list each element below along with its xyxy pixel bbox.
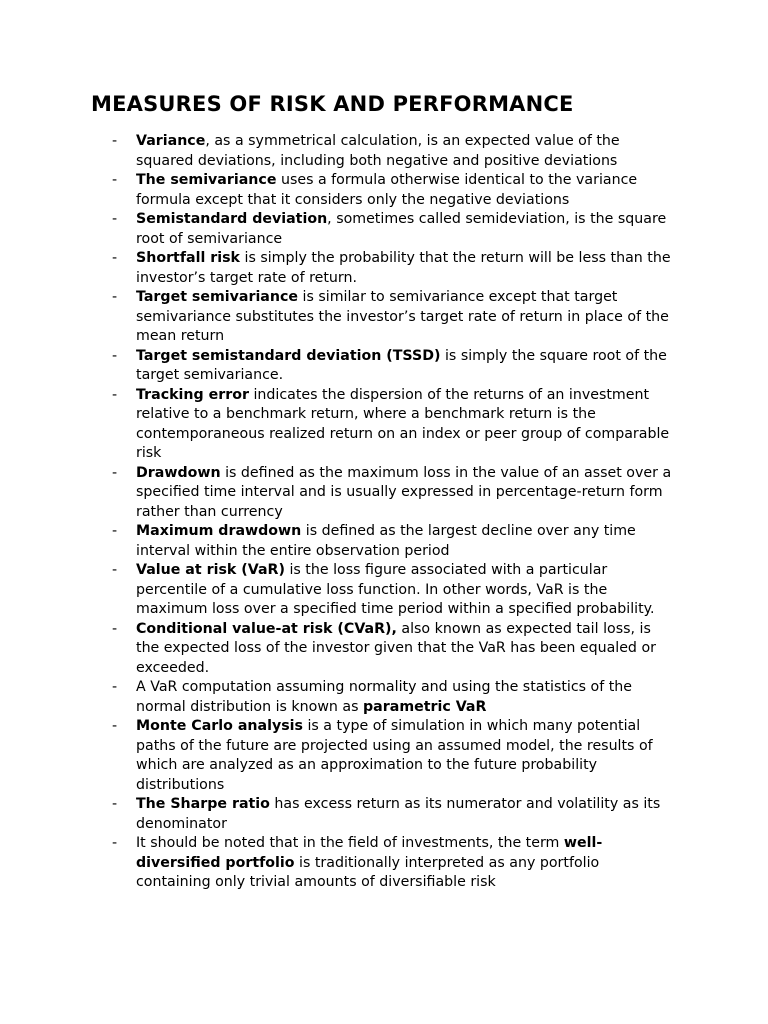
list-item xyxy=(112,288,678,347)
text-run: indicates the dispersion of the returns of an investment relative to a benchmark return, where a benchmark return is the contemporaneous realized return on an index or peer group of comparable risk xyxy=(136,386,670,461)
bullet-dash: - xyxy=(112,289,118,305)
page-title: MEASURES OF RISK AND PERFORMANCE xyxy=(91,92,574,116)
term-bold: parametric VaR xyxy=(363,698,487,715)
term-bold: Variance xyxy=(136,133,206,149)
term-bold: Maximum drawdown xyxy=(136,523,302,539)
term-bold: Drawdown xyxy=(136,464,221,481)
text-run: is defined as the maximum loss in the value of an asset over a specified time interval and is usually expressed in percentage-return form rather than currency xyxy=(136,464,672,520)
text-run: is simply the probability that the return will be less than the investor’s target rate of return. xyxy=(136,250,671,286)
bullet-dash: - xyxy=(112,172,118,188)
list-item xyxy=(112,386,678,464)
list-item xyxy=(112,464,678,523)
term-bold: Shortfall risk xyxy=(136,250,240,266)
bullet-dash: - xyxy=(112,211,118,227)
item-text xyxy=(136,718,653,793)
text-run: , as a symmetrical calculation, is an expected value of the squared deviations, including both negative and positive deviations xyxy=(136,133,620,169)
list-item xyxy=(112,210,678,249)
text-run: is traditionally interpreted as any portfolio containing only trivial amounts of diversifiable risk xyxy=(136,854,600,890)
term-bold: The semivariance xyxy=(136,172,277,188)
list-item xyxy=(112,620,678,679)
item-text xyxy=(136,562,655,617)
term-bold: Semistandard deviation xyxy=(136,211,328,227)
text-run: , sometimes called semideviation, is the square root of semivariance xyxy=(136,211,667,247)
text-run: has excess return as its numerator and volatility as its denominator xyxy=(136,796,661,832)
bullet-dash: - xyxy=(112,835,118,851)
item-text xyxy=(136,348,667,384)
item-text xyxy=(136,679,632,715)
bullet-dash: - xyxy=(112,523,118,539)
term-bold: Tracking error xyxy=(136,386,249,403)
text-run: uses a formula otherwise identical to the variance formula except that it considers only the negative deviations xyxy=(136,172,638,208)
bullet-dash: - xyxy=(112,679,118,695)
list-item xyxy=(112,249,678,288)
item-text xyxy=(136,465,671,520)
list-item xyxy=(112,522,678,561)
list-item xyxy=(112,834,678,893)
item-text xyxy=(136,289,669,344)
bullet-dash: - xyxy=(112,250,118,266)
item-text xyxy=(136,523,636,559)
text-run: is the loss figure associated with a particular percentile of a cumulative loss function. In other words, VaR is the maximum loss over a specified time period within a specified probability. xyxy=(136,562,655,617)
term-bold: Target semivariance xyxy=(136,289,299,305)
list-item xyxy=(112,171,678,210)
list-item xyxy=(112,717,678,795)
term-bold: Target semistandard deviation (TSSD) xyxy=(136,347,441,364)
text-run: is a type of simulation in which many potential paths of the future are projected using an assumed model, the results of which are analyzed as an approximation to the future probability distributions xyxy=(136,718,653,793)
list-item xyxy=(112,561,678,620)
item-text xyxy=(136,250,671,286)
item-text xyxy=(136,133,620,169)
list-item xyxy=(112,678,678,717)
list-item xyxy=(112,795,678,834)
bullet-dash: - xyxy=(112,133,118,149)
item-text xyxy=(136,387,669,462)
term-bold: Conditional value-at risk (CVaR), xyxy=(136,620,397,637)
bullet-dash: - xyxy=(112,347,118,364)
bullet-dash: - xyxy=(112,562,118,578)
bullet-dash: - xyxy=(112,464,118,481)
term-bold: Value at risk (VaR) xyxy=(136,562,285,578)
text-run: is similar to semivariance except that target semivariance substitutes the investor’s target rate of return in place of the mean return xyxy=(136,289,669,344)
bullet-dash: - xyxy=(112,718,118,734)
item-text xyxy=(136,796,660,832)
item-text xyxy=(136,621,656,676)
definition-list xyxy=(112,132,678,893)
item-text xyxy=(136,835,602,890)
list-item xyxy=(112,132,678,171)
text-run: A VaR computation assuming normality and using the statistics of the normal distribution is known as xyxy=(136,679,633,715)
text-run: is simply the square root of the target semivariance. xyxy=(136,347,667,383)
item-text xyxy=(136,172,637,208)
bullet-dash: - xyxy=(112,386,118,403)
text-run: also known as expected tail loss, is the expected loss of the investor given that the VaR has been equaled or exceeded. xyxy=(136,620,656,676)
item-text xyxy=(136,211,666,247)
term-bold: Monte Carlo analysis xyxy=(136,718,303,734)
list-item xyxy=(112,347,678,386)
bullet-dash: - xyxy=(112,796,118,812)
text-run: is defined as the largest decline over any time interval within the entire observation period xyxy=(136,523,636,559)
term-bold: The Sharpe ratio xyxy=(136,796,270,812)
text-run: It should be noted that in the field of investments, the term xyxy=(136,835,564,851)
bullet-dash: - xyxy=(112,620,118,637)
term-bold: well-diversified portfolio xyxy=(136,835,603,871)
